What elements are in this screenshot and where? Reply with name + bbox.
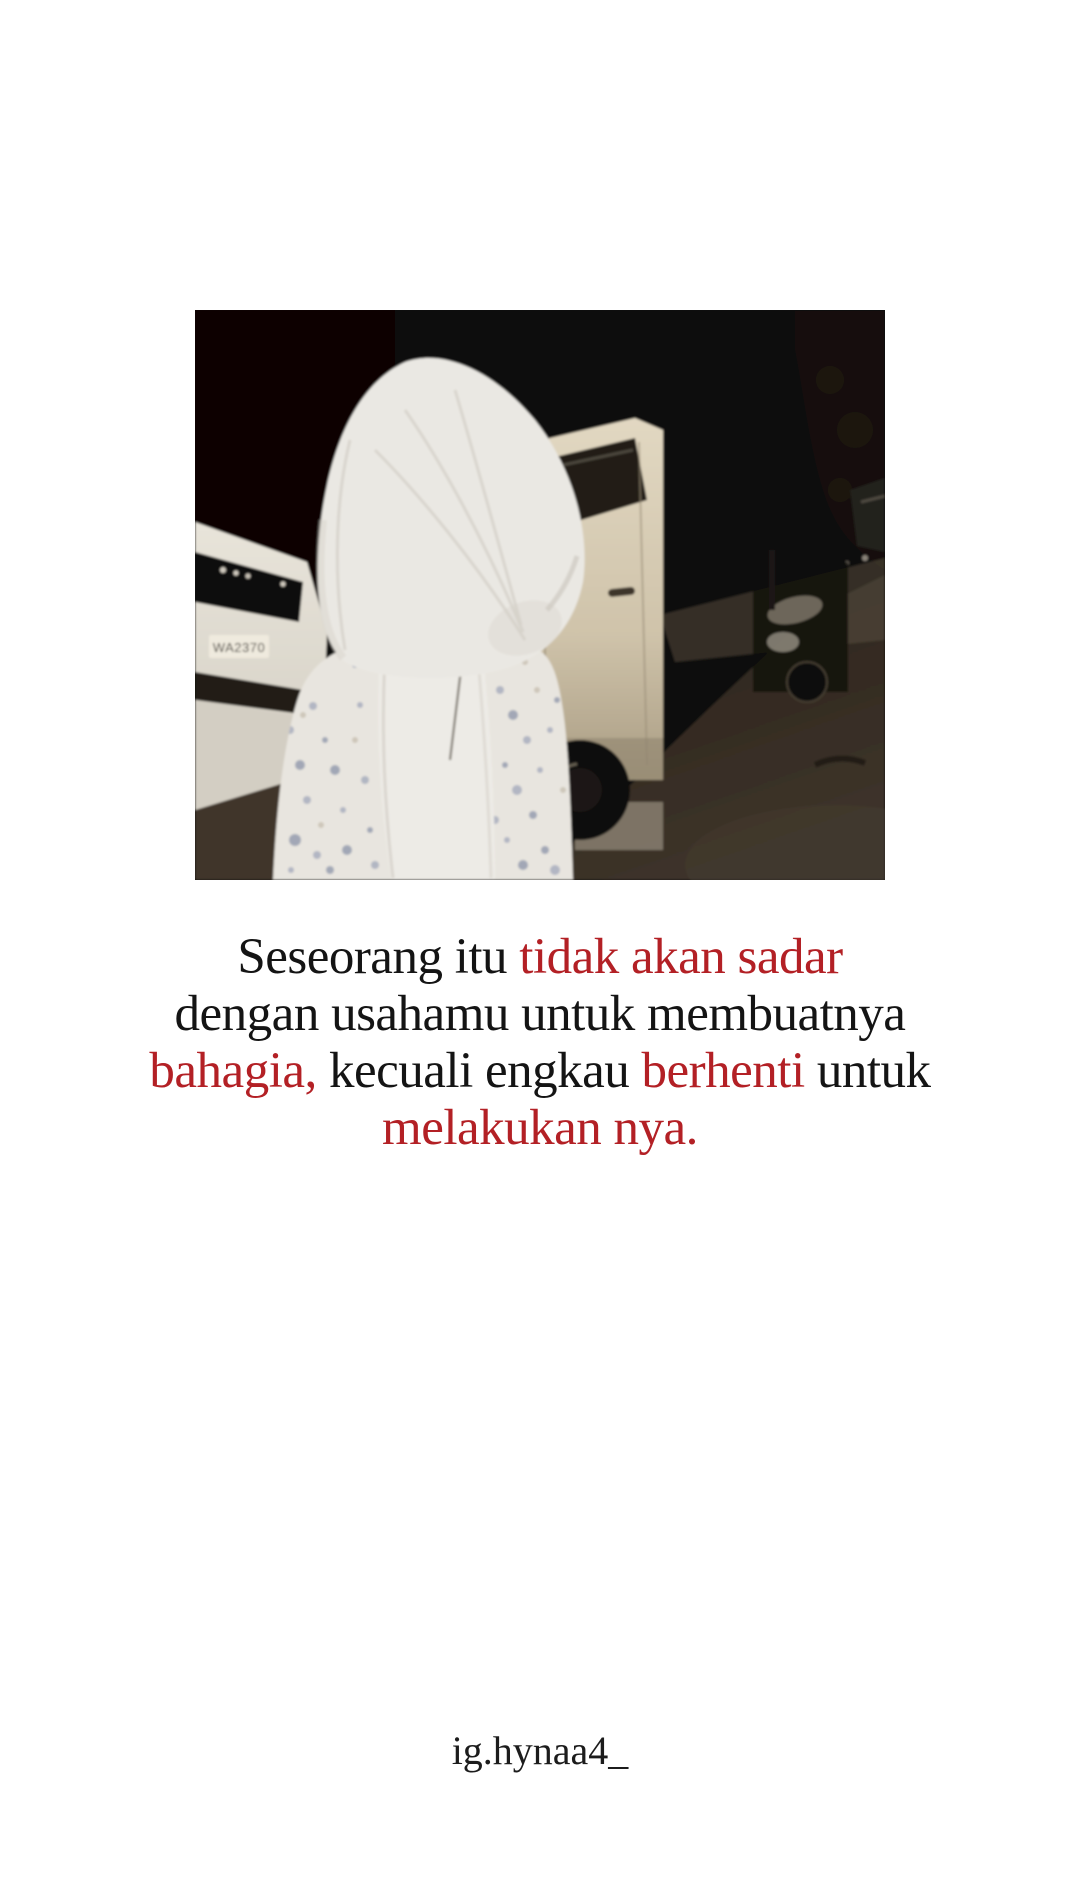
license-plate (209, 635, 269, 658)
license-plate-text: WA2370 (212, 640, 266, 655)
photo-illustration (195, 310, 885, 880)
quote-segment: berhenti (641, 1043, 805, 1099)
quote-segment: melakukan nya. (382, 1100, 698, 1156)
quote-segment: dengan usahamu untuk membuatnya (174, 986, 906, 1042)
scarf-tail (378, 650, 495, 880)
quote-segment: untuk (804, 1043, 931, 1099)
quote-line (0, 929, 1080, 986)
quote-segment: bahagia, (149, 1043, 317, 1099)
quote-line (0, 1043, 1080, 1100)
quote-segment: tidak akan sadar (519, 929, 843, 985)
motorbike (753, 550, 848, 702)
hijab-night-photo (195, 310, 885, 880)
quote-line (0, 986, 1080, 1043)
quote-line (0, 1100, 1080, 1157)
quote-segment: kecuali engkau (316, 1043, 642, 1099)
quote-segment: Seseorang itu (237, 929, 520, 985)
watermark-handle: ig.hynaa4_ (451, 1728, 629, 1773)
quote-text (0, 929, 1080, 1157)
